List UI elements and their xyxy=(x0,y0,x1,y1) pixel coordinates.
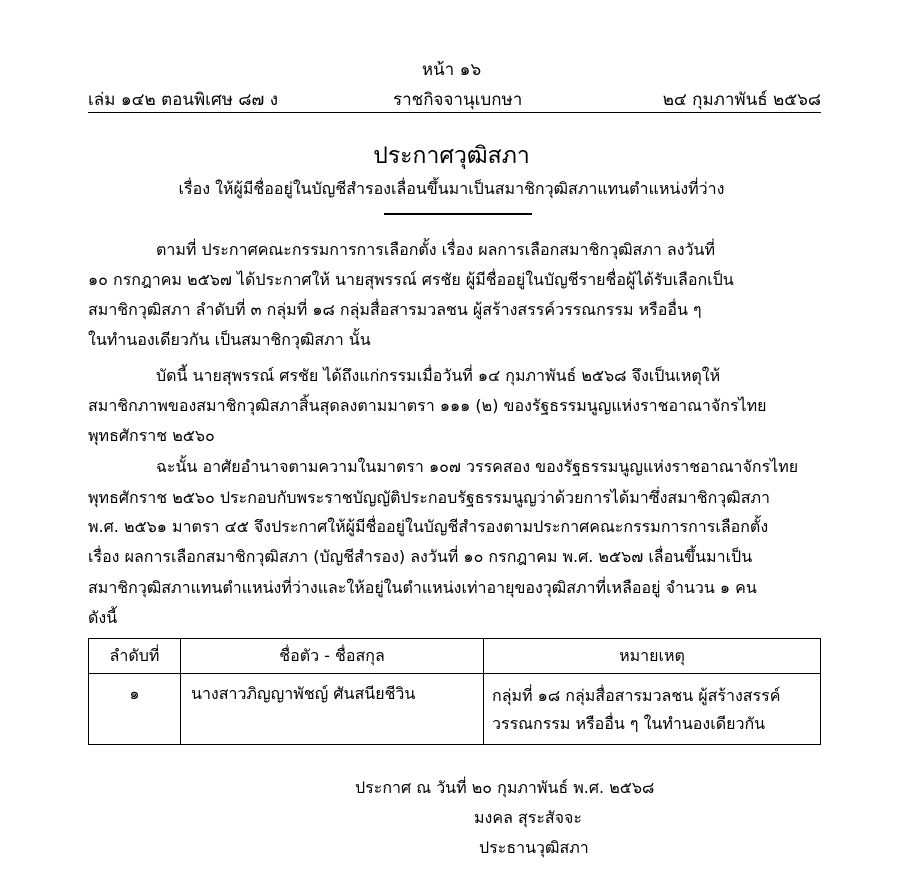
page-number: หน้า ๑๖ xyxy=(421,60,482,80)
paragraph-3-line-3: พ.ศ. ๒๕๖๑ มาตรา ๔๕ จึงประกาศให้ผู้มีชื่ออยู่ในบัญชีสำรองตามประกาศคณะกรรมการการเลือกตั้ง xyxy=(88,517,769,536)
paragraph-3-line-4: เรื่อง ผลการเลือกสมาชิกวุฒิสภา (บัญชีสำรอง) ลงวันที่ ๑๐ กรกฎาคม พ.ศ. ๒๕๖๗ เลื่อนขึ้นมาเป็น xyxy=(88,547,753,566)
paragraph-1-line-2: ๑๐ กรกฎาคม ๒๕๖๗ ได้ประกาศให้ นายสุพรรณ์ ศรชัย ผู้มีชื่ออยู่ในบัญชีรายชื่อผู้ได้รับเลือกเป็น xyxy=(88,270,734,289)
order-cell: ๑ xyxy=(89,674,181,745)
name-cell: นางสาวภิญญาพัชญ์ ศันสนียชีวิน xyxy=(181,674,484,745)
paragraph-1-line-1: ตามที่ ประกาศคณะกรรมการการเลือกตั้ง เรื่อง ผลการเลือกสมาชิกวุฒิสภา ลงวันที่ xyxy=(156,240,716,259)
table-header-row xyxy=(89,639,821,674)
publication-name: ราชกิจจานุเบกษา xyxy=(393,90,523,110)
signatory-position: ประธานวุฒิสภา xyxy=(479,838,589,857)
paragraph-3-line-1: ฉะนั้น อาศัยอำนาจตามความในมาตรา ๑๐๗ วรรคสอง ของรัฐธรรมนูญแห่งราชอาณาจักรไทย xyxy=(156,457,799,476)
announcement-title: ประกาศวุฒิสภา xyxy=(373,143,530,169)
column-header-order: ลำดับที่ xyxy=(89,639,181,674)
paragraph-1-line-4: ในทำนองเดียวกัน เป็นสมาชิกวุฒิสภา นั้น xyxy=(88,330,371,349)
announcement-subject: เรื่อง ให้ผู้มีชื่ออยู่ในบัญชีสำรองเลื่อนขึ้นมาเป็นสมาชิกวุฒิสภาแทนตำแหน่งที่ว่าง xyxy=(178,179,725,198)
signatory-name: มงคล สุระสัจจะ xyxy=(474,808,583,827)
note-cell xyxy=(484,674,821,745)
table-row xyxy=(89,674,821,745)
note-line-1: กลุ่มที่ ๑๘ กลุ่มสื่อสารมวลชน ผู้สร้างสรรค์ xyxy=(492,686,781,705)
paragraph-2-line-2: สมาชิกภาพของสมาชิกวุฒิสภาสิ้นสุดลงตามมาตรา ๑๑๑ (๒) ของรัฐธรรมนูญแห่งราชอาณาจักรไทย xyxy=(88,396,767,415)
announcement-date: ประกาศ ณ วันที่ ๒๐ กุมภาพันธ์ พ.ศ. ๒๕๖๘ xyxy=(355,778,655,797)
paragraph-3-line-2: พุทธศักราช ๒๕๖๐ ประกอบกับพระราชบัญญัติประกอบรัฐธรรมนูญว่าด้วยการได้มาซึ่งสมาชิกวุฒิสภา xyxy=(88,488,771,507)
publication-date: ๒๔ กุมภาพันธ์ ๒๕๖๘ xyxy=(662,90,821,110)
paragraph-2-line-3: พุทธศักราช ๒๕๖๐ xyxy=(88,426,215,445)
note-line-2: วรรณกรรม หรืออื่น ๆ ในทำนองเดียวกัน xyxy=(492,714,766,733)
paragraph-3-line-6: ดังนี้ xyxy=(88,608,118,627)
appointee-table xyxy=(88,638,821,745)
volume-issue: เล่ม ๑๔๒ ตอนพิเศษ ๘๗ ง xyxy=(88,90,278,110)
paragraph-2-line-1: บัดนี้ นายสุพรรณ์ ศรชัย ได้ถึงแก่กรรมเมื่อวันที่ ๑๔ กุมภาพันธ์ ๒๕๖๘ จึงเป็นเหตุให้ xyxy=(156,366,721,385)
header-divider xyxy=(88,112,821,113)
column-header-name: ชื่อตัว - ชื่อสกุล xyxy=(181,639,484,674)
paragraph-1-line-3: สมาชิกวุฒิสภา ลำดับที่ ๓ กลุ่มที่ ๑๘ กลุ่มสื่อสารมวลชน ผู้สร้างสรรค์วรรณกรรม หรืออื่น ๆ xyxy=(88,300,702,319)
title-divider xyxy=(384,213,532,215)
column-header-note: หมายเหตุ xyxy=(484,639,821,674)
paragraph-3-line-5: สมาชิกวุฒิสภาแทนตำแหน่งที่ว่างและให้อยู่ในตำแหน่งเท่าอายุของวุฒิสภาที่เหลืออยู่ จำนวน ๑ คน xyxy=(88,578,757,597)
